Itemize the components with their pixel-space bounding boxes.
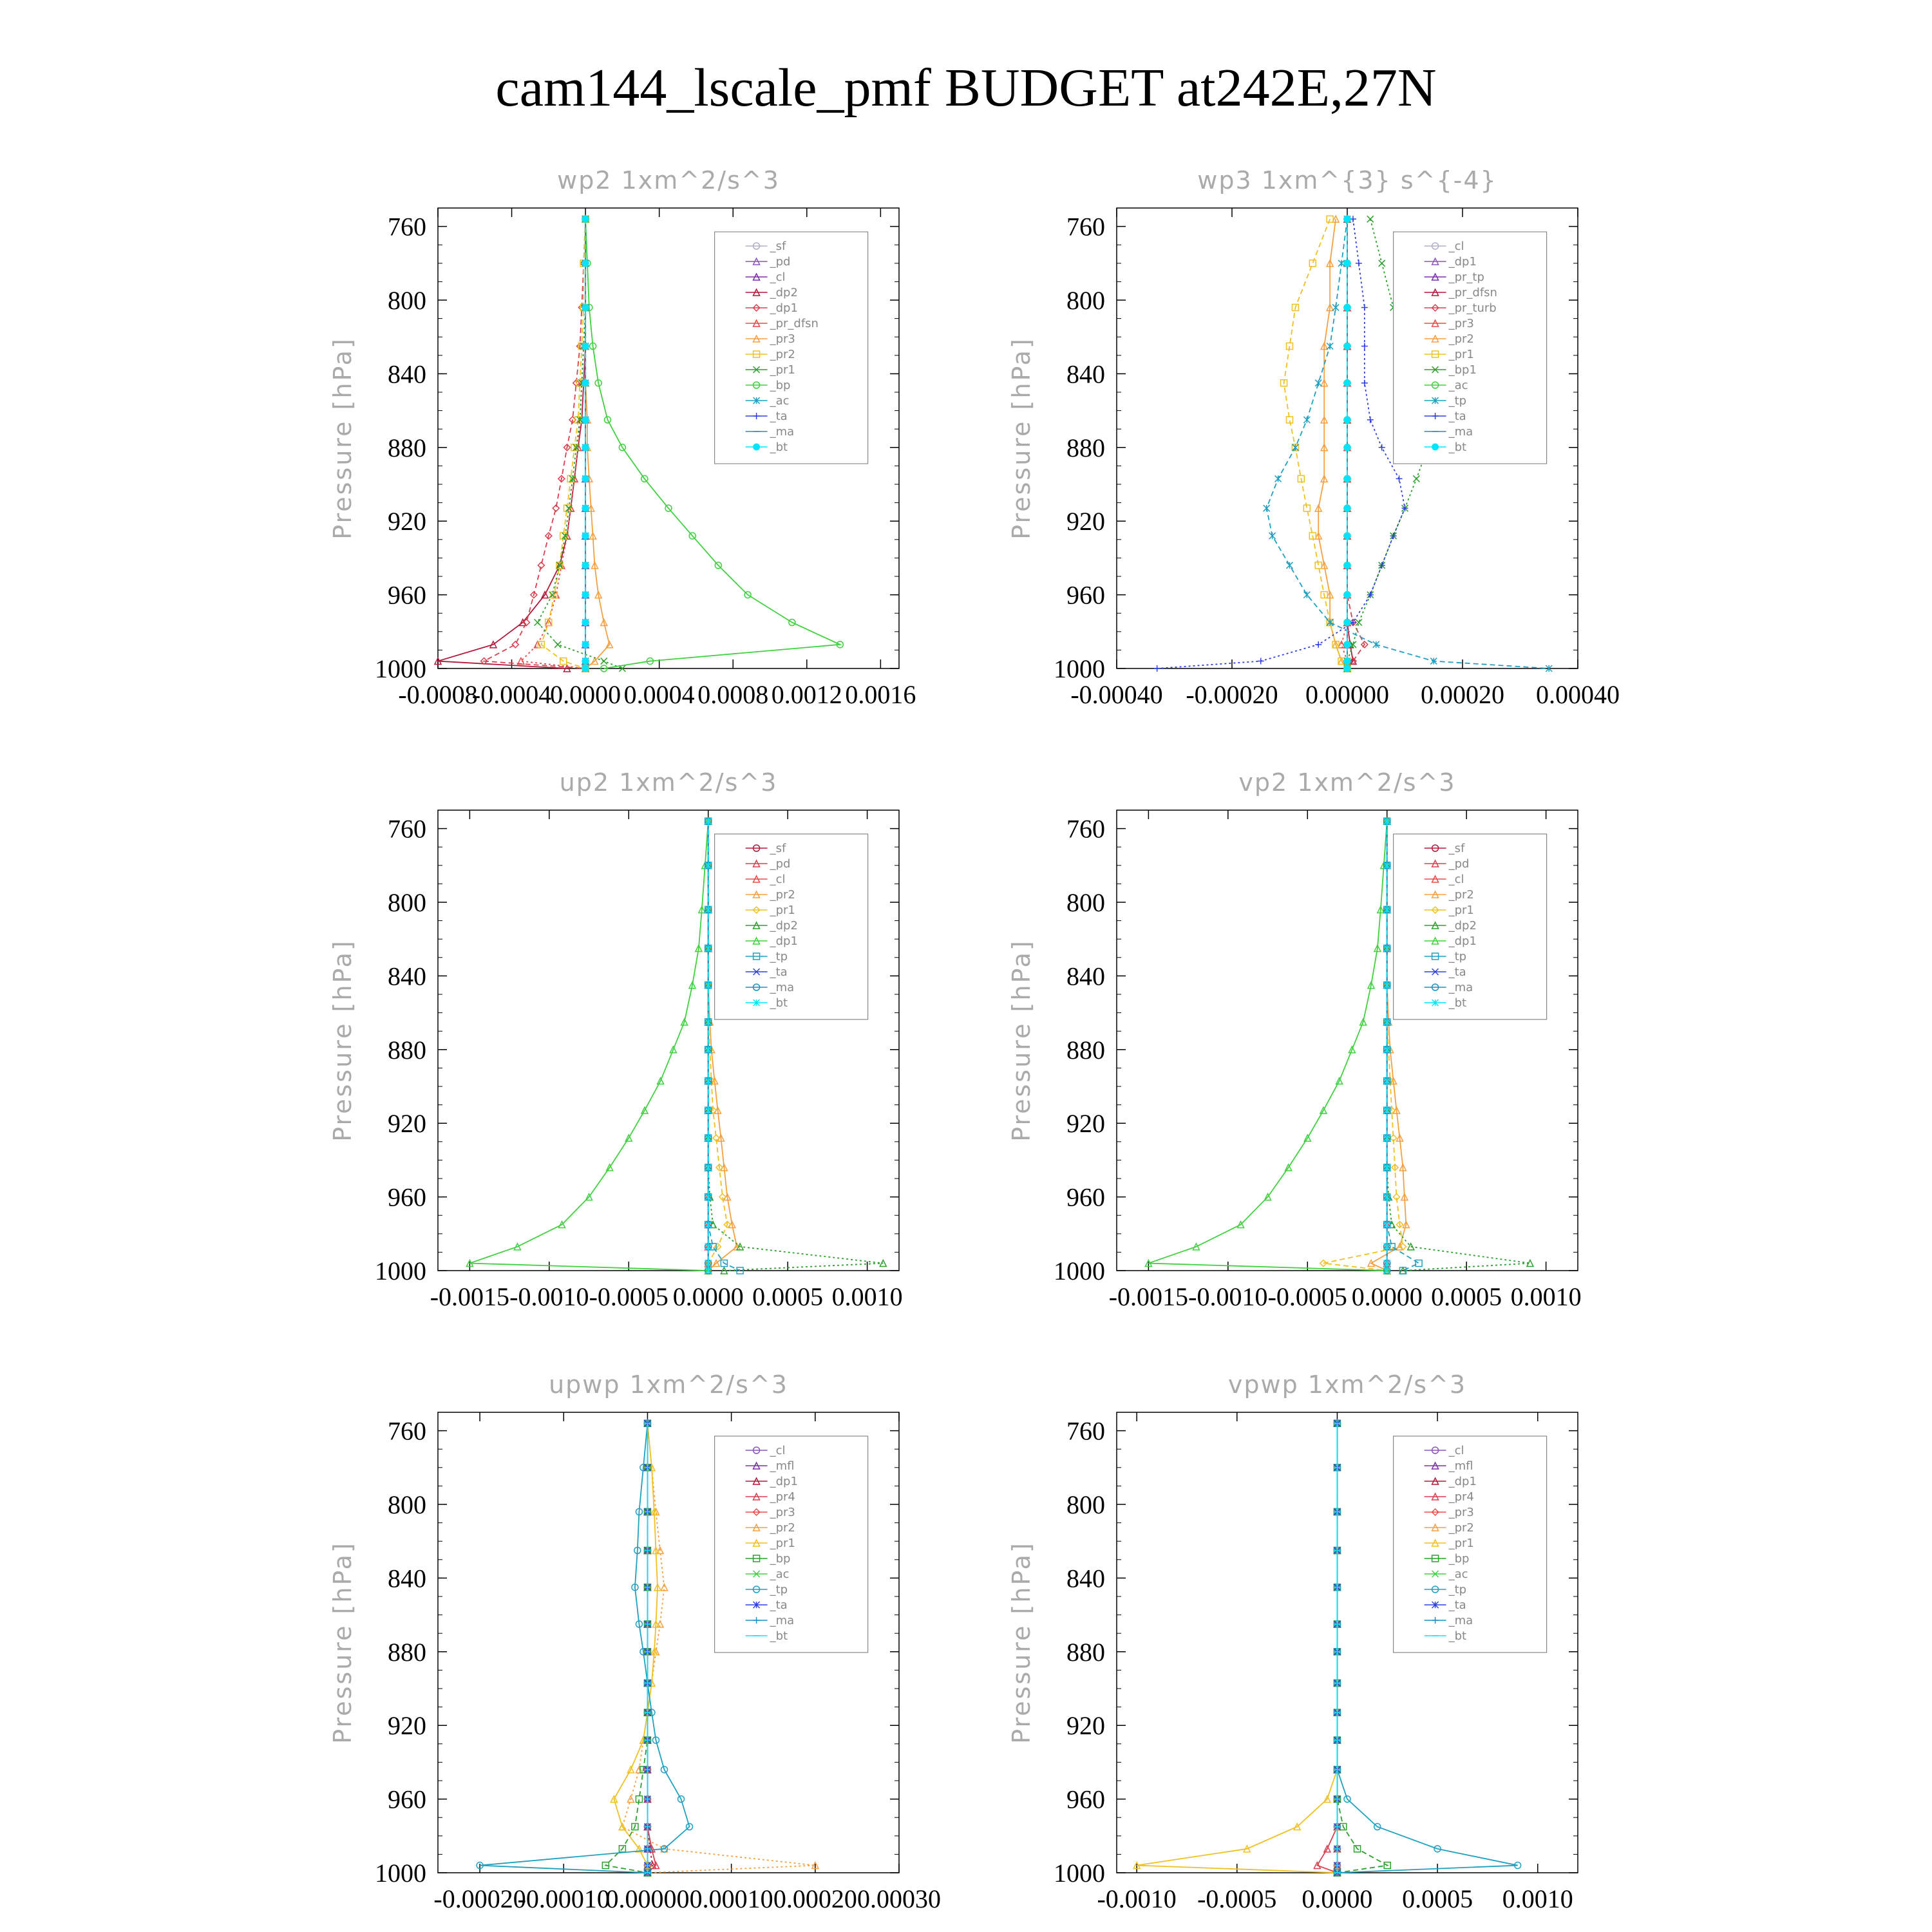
x-tick-label: -0.0015: [430, 1282, 510, 1311]
data-point: [705, 818, 712, 824]
data-point: [1275, 475, 1282, 482]
x-tick-label: 0.0000: [1351, 1282, 1423, 1311]
x-tick-label: 0.0005: [1431, 1282, 1502, 1311]
data-point: [1292, 444, 1298, 451]
legend-label: _ta: [1448, 1598, 1466, 1612]
legend-label: _pr3: [1448, 317, 1474, 330]
panel-title: vpwp 1xm^2/s^3: [1227, 1370, 1467, 1399]
y-tick-label: 920: [388, 507, 426, 536]
data-point: [1361, 343, 1368, 350]
legend-label: _dp1: [1448, 255, 1477, 269]
data-point: [582, 417, 589, 423]
y-tick-label: 920: [388, 1109, 426, 1139]
y-tick-label: 840: [388, 1564, 426, 1593]
data-point: [1356, 260, 1362, 267]
y-tick-label: 880: [1066, 433, 1105, 462]
legend-label: _pr1: [1448, 1537, 1474, 1550]
data-point: [582, 260, 589, 267]
data-point: [1315, 380, 1321, 386]
data-point: [1309, 260, 1316, 267]
x-tick-label: -0.0004: [471, 680, 552, 709]
y-tick-label: 1000: [1054, 1256, 1105, 1285]
series-line-ta: [1157, 219, 1405, 668]
legend-label: _dp2: [770, 919, 798, 933]
legend-marker: [1432, 444, 1439, 450]
legend-label: _ta: [770, 1598, 788, 1612]
data-point: [1344, 417, 1350, 423]
y-axis-label: Pressure [hPa]: [1007, 337, 1036, 540]
x-tick-label: -0.00040: [1070, 680, 1163, 709]
panel-title: wp2 1xm^2/s^3: [557, 166, 780, 194]
data-point: [1413, 475, 1419, 482]
data-point: [1258, 658, 1264, 665]
y-tick-label: 800: [1066, 1490, 1105, 1519]
data-point: [582, 444, 589, 451]
x-tick-label: -0.00010: [517, 1884, 610, 1913]
legend-label: _cl: [1448, 1444, 1464, 1457]
y-tick-label: 960: [388, 580, 426, 610]
y-tick-label: 760: [1066, 1416, 1105, 1446]
panel-5: [1007, 1370, 1578, 1913]
data-point: [1303, 592, 1310, 598]
x-tick-label: 0.0010: [831, 1282, 903, 1311]
legend-label: _bt: [770, 440, 788, 454]
data-point: [705, 1077, 712, 1084]
data-point: [582, 665, 589, 672]
legend-label: _pr3: [770, 332, 795, 346]
legend-label: _bt: [1448, 996, 1467, 1010]
legend-label: _pr_dfsn: [770, 317, 819, 330]
data-point: [1344, 475, 1350, 482]
y-axis-label: Pressure [hPa]: [328, 337, 357, 540]
data-point: [535, 620, 541, 626]
data-point: [582, 343, 589, 350]
legend-label: _pr_turb: [1448, 301, 1497, 315]
legend-label: _dp2: [1448, 919, 1477, 933]
series-line-tp: [480, 1423, 689, 1873]
y-tick-label: 760: [388, 1416, 426, 1446]
legend-label: _sf: [770, 842, 786, 855]
y-tick-label: 1000: [375, 654, 426, 683]
legend-label: _ac: [770, 394, 790, 408]
data-point: [582, 592, 589, 598]
y-tick-label: 800: [388, 286, 426, 315]
data-point: [582, 533, 589, 539]
legend-label: _bt: [1448, 440, 1467, 454]
y-tick-label: 760: [388, 212, 426, 242]
y-tick-label: 840: [1066, 1564, 1105, 1593]
data-point: [1384, 945, 1390, 952]
data-point: [1384, 1244, 1390, 1250]
legend-label: _ta: [1448, 410, 1466, 423]
x-tick-label: -0.0010: [509, 1282, 589, 1311]
series-line-pr1: [538, 219, 623, 668]
y-tick-label: 1000: [1054, 1859, 1105, 1888]
legend-label: _pr3: [1448, 1506, 1474, 1519]
legend-label: _cl: [770, 1444, 786, 1457]
data-point: [1384, 1135, 1390, 1141]
x-tick-label: -0.00020: [1186, 680, 1278, 709]
data-point: [1344, 444, 1350, 451]
data-point: [1344, 641, 1350, 648]
legend-label: _tp: [770, 1583, 788, 1596]
data-point: [582, 562, 589, 569]
legend-marker: [753, 444, 760, 450]
legend-label: _ta: [770, 965, 788, 979]
legend-label: _pr1: [1448, 348, 1474, 361]
x-tick-label: -0.0005: [1197, 1884, 1277, 1913]
data-point: [1384, 1194, 1390, 1200]
y-tick-label: 800: [388, 888, 426, 917]
panel-title: upwp 1xm^2/s^3: [549, 1370, 788, 1399]
y-tick-label: 960: [1066, 1785, 1105, 1814]
data-point: [705, 945, 712, 952]
legend-label: _ma: [770, 425, 795, 439]
data-point: [1384, 1260, 1390, 1267]
legend-label: _ac: [770, 1567, 790, 1581]
x-tick-label: 0.0005: [752, 1282, 824, 1311]
panel-2: [328, 768, 903, 1311]
data-point: [1344, 592, 1350, 598]
legend-label: _cl: [770, 270, 786, 284]
y-tick-label: 920: [388, 1711, 426, 1741]
x-tick-label: -0.0010: [1097, 1884, 1177, 1913]
y-tick-label: 840: [388, 961, 426, 991]
data-point: [582, 620, 589, 626]
legend-label: _cl: [770, 873, 786, 886]
legend-label: _dp1: [1448, 1475, 1477, 1488]
legend-label: _tp: [1448, 950, 1467, 963]
legend-label: _dp1: [1448, 934, 1477, 948]
y-tick-label: 760: [1066, 212, 1105, 242]
panel-title: vp2 1xm^2/s^3: [1238, 768, 1456, 797]
y-tick-label: 880: [1066, 1035, 1105, 1065]
legend-label: _tp: [1448, 394, 1467, 408]
data-point: [1384, 1019, 1390, 1025]
x-tick-label: 0.0000: [550, 680, 621, 709]
data-point: [1384, 1164, 1390, 1171]
legend-label: _bp: [770, 1552, 791, 1566]
y-tick-label: 960: [1066, 580, 1105, 610]
legend-label: _ta: [1448, 965, 1466, 979]
data-point: [1384, 862, 1390, 869]
legend-label: _pr1: [1448, 904, 1474, 917]
data-point: [512, 641, 518, 648]
y-axis-label: Pressure [hPa]: [328, 939, 357, 1142]
series-line-dp2: [438, 219, 585, 668]
data-point: [1379, 444, 1385, 451]
data-point: [705, 1194, 712, 1200]
y-tick-label: 760: [1066, 814, 1105, 844]
data-point: [1344, 260, 1350, 267]
x-tick-label: -0.0010: [1188, 1282, 1268, 1311]
data-point: [1344, 533, 1350, 539]
data-point: [582, 658, 589, 665]
y-tick-label: 960: [1066, 1182, 1105, 1212]
data-point: [1344, 658, 1350, 665]
y-tick-label: 920: [1066, 507, 1105, 536]
y-axis-label: Pressure [hPa]: [1007, 939, 1036, 1142]
x-tick-label: 0.00030: [857, 1884, 941, 1913]
x-tick-label: 0.00000: [1305, 680, 1389, 709]
legend-label: _mfl: [770, 1459, 795, 1473]
y-tick-label: 760: [388, 814, 426, 844]
data-point: [1361, 304, 1368, 310]
x-tick-label: -0.0008: [398, 680, 478, 709]
x-tick-label: 0.0010: [1510, 1282, 1582, 1311]
series-line-pr1: [1137, 1423, 1337, 1873]
data-point: [1287, 562, 1293, 569]
legend-label: _pd: [770, 857, 791, 871]
series-line-pr3: [1341, 219, 1347, 668]
data-point: [1154, 665, 1160, 672]
y-tick-label: 960: [388, 1182, 426, 1212]
legend-label: _bt: [770, 996, 788, 1010]
legend-label: _pr4: [770, 1490, 795, 1504]
data-point: [1344, 304, 1350, 310]
y-tick-label: 1000: [375, 1859, 426, 1888]
legend-label: _ma: [1448, 1614, 1473, 1627]
legend-label: _dp2: [770, 286, 798, 299]
data-point: [582, 641, 589, 648]
legend-label: _ma: [770, 981, 795, 994]
data-point: [1367, 216, 1374, 222]
x-tick-label: 0.0010: [1502, 1884, 1573, 1913]
legend-label: _bp: [770, 379, 791, 392]
legend-label: _ac: [1448, 1567, 1468, 1581]
data-point: [705, 862, 712, 869]
data-point: [1264, 505, 1270, 511]
legend-label: _ma: [1448, 425, 1473, 439]
legend-label: _ma: [770, 1614, 795, 1627]
series-line-dp1: [1148, 821, 1387, 1271]
x-tick-label: 0.00010: [689, 1884, 773, 1913]
panel-3: [1007, 768, 1582, 1311]
data-point: [1344, 665, 1350, 672]
series-line-pr1: [1323, 821, 1403, 1271]
data-point: [705, 1164, 712, 1171]
data-point: [1384, 1222, 1390, 1228]
x-tick-label: 0.00020: [1421, 680, 1504, 709]
y-tick-label: 840: [1066, 961, 1105, 991]
x-tick-label: -0.00020: [433, 1884, 526, 1913]
legend-label: _pr2: [770, 888, 795, 902]
legend-label: _pr4: [1448, 1490, 1474, 1504]
x-tick-label: -0.0005: [589, 1282, 668, 1311]
data-point: [1327, 620, 1333, 626]
data-point: [1344, 505, 1350, 511]
y-tick-label: 880: [1066, 1637, 1105, 1667]
x-tick-label: -0.0005: [1267, 1282, 1347, 1311]
legend-label: _tp: [1448, 1583, 1467, 1596]
series-line-dp1: [469, 821, 708, 1271]
data-point: [1269, 533, 1276, 539]
y-tick-label: 920: [1066, 1711, 1105, 1741]
x-tick-label: 0.0000: [1302, 1884, 1373, 1913]
x-tick-label: 0.00000: [605, 1884, 690, 1913]
legend-label: _pr1: [770, 1537, 795, 1550]
data-point: [1384, 1107, 1390, 1113]
legend-label: _pr3: [770, 1506, 795, 1519]
legend-label: _pr2: [770, 348, 795, 361]
data-point: [601, 658, 607, 665]
x-tick-label: 0.0000: [672, 1282, 744, 1311]
data-point: [1332, 304, 1339, 310]
data-point: [1367, 417, 1374, 423]
y-tick-label: 800: [1066, 286, 1105, 315]
data-point: [1303, 417, 1310, 423]
legend-label: _bp1: [1448, 363, 1477, 377]
data-point: [705, 1107, 712, 1113]
x-tick-label: 0.0016: [845, 680, 916, 709]
legend-label: _bt: [1448, 1629, 1467, 1643]
x-tick-label: 0.0005: [1402, 1884, 1473, 1913]
legend-label: _sf: [1448, 842, 1465, 855]
data-point: [582, 380, 589, 386]
x-tick-label: 0.0012: [771, 680, 842, 709]
legend-label: _pr2: [1448, 332, 1474, 346]
y-tick-label: 880: [388, 1637, 426, 1667]
x-tick-label: 0.00040: [1536, 680, 1620, 709]
y-tick-label: 1000: [1054, 654, 1105, 683]
data-point: [1361, 380, 1368, 386]
legend-label: _bt: [770, 1629, 788, 1643]
series-line-pr3: [585, 219, 609, 668]
data-point: [705, 1135, 712, 1141]
data-point: [705, 1222, 712, 1228]
data-point: [1344, 380, 1350, 386]
legend-label: _ac: [1448, 379, 1468, 392]
legend-label: _dp1: [770, 301, 798, 315]
x-tick-label: 0.0008: [697, 680, 769, 709]
legend-label: _bp: [1448, 1552, 1470, 1566]
data-point: [1373, 641, 1379, 648]
series-line-pr-dfsn: [1347, 219, 1353, 668]
legend-label: _dp1: [770, 1475, 798, 1488]
series-line-pr2: [1318, 219, 1347, 668]
data-point: [1384, 982, 1390, 989]
data-point: [1344, 216, 1350, 222]
data-point: [1327, 343, 1333, 350]
y-tick-label: 880: [388, 433, 426, 462]
legend-label: _pr2: [770, 1521, 795, 1535]
legend-label: _cl: [1448, 873, 1464, 886]
legend-label: _pr_tp: [1448, 270, 1484, 284]
legend-label: _pd: [770, 255, 791, 269]
y-tick-label: 880: [388, 1035, 426, 1065]
x-tick-label: -0.0015: [1108, 1282, 1189, 1311]
data-point: [582, 216, 589, 222]
y-tick-label: 840: [388, 359, 426, 389]
data-point: [1384, 818, 1390, 824]
legend-label: _mfl: [1448, 1459, 1473, 1473]
data-point: [554, 641, 561, 648]
legend-label: _cl: [1448, 240, 1464, 253]
legend-label: _ta: [770, 410, 788, 423]
data-point: [1384, 1077, 1390, 1084]
legend-label: _pr2: [1448, 1521, 1474, 1535]
data-point: [1344, 620, 1350, 626]
data-point: [705, 906, 712, 913]
legend-label: _sf: [770, 240, 786, 253]
y-axis-label: Pressure [hPa]: [328, 1541, 357, 1744]
data-point: [1396, 475, 1403, 482]
data-point: [1384, 906, 1390, 913]
data-point: [705, 1019, 712, 1025]
data-point: [1344, 343, 1350, 350]
panel-title: up2 1xm^2/s^3: [559, 768, 778, 797]
panel-0: [328, 166, 916, 709]
y-tick-label: 800: [1066, 888, 1105, 917]
data-point: [705, 1260, 712, 1267]
data-point: [582, 304, 589, 310]
data-point: [582, 475, 589, 482]
legend-label: _ma: [1448, 981, 1473, 994]
legend-label: _pr1: [770, 363, 795, 377]
data-point: [582, 505, 589, 511]
legend-label: _pd: [1448, 857, 1470, 871]
y-tick-label: 1000: [375, 1256, 426, 1285]
y-axis-label: Pressure [hPa]: [1007, 1541, 1036, 1744]
series-line-dp1: [484, 219, 586, 668]
panel-title: wp3 1xm^{3} s^{-4}: [1197, 166, 1497, 194]
data-point: [1344, 562, 1350, 569]
data-point: [1315, 641, 1321, 648]
x-tick-label: 0.0004: [623, 680, 695, 709]
data-point: [705, 982, 712, 989]
panel-4: [328, 1370, 941, 1913]
y-tick-label: 840: [1066, 359, 1105, 389]
y-tick-label: 960: [388, 1785, 426, 1814]
data-point: [705, 1244, 712, 1250]
data-point: [1416, 1260, 1422, 1267]
page-title: cam144_lscale_pmf BUDGET at242E,27N: [495, 58, 1437, 118]
x-tick-label: 0.00020: [773, 1884, 857, 1913]
legend-label: _dp1: [770, 934, 798, 948]
data-point: [1379, 260, 1385, 267]
legend-label: _pr_dfsn: [1448, 286, 1497, 299]
y-tick-label: 920: [1066, 1109, 1105, 1139]
legend-label: _pr1: [770, 904, 795, 917]
panel-1: [1007, 166, 1620, 709]
y-tick-label: 800: [388, 1490, 426, 1519]
series-line-bp: [1337, 1423, 1387, 1873]
legend-label: _pr2: [1448, 888, 1474, 902]
legend-label: _tp: [770, 950, 788, 963]
